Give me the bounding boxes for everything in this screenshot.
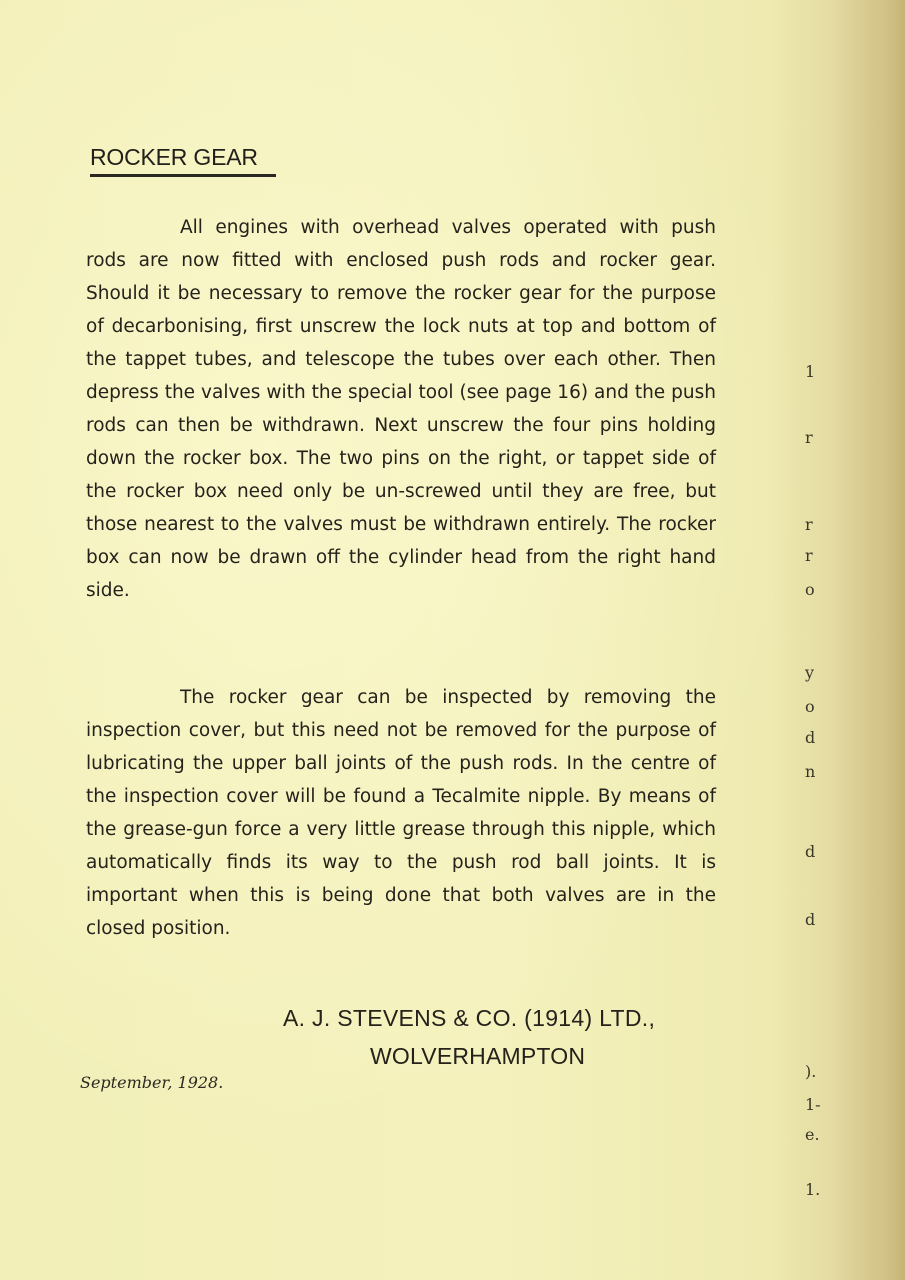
paragraph-lubrication-instructions: The rocker gear can be inspected by removing the inspection cover, but this need not be removed for the purpose of lubricating the upper ball joints of the push rods. In the centre of the inspection cover will be found a Tecalmite nipple. By means of the grease-gun force a very little grease through this nipple, which automatically finds its way to the push rod ball joints. It is important when this is being done that both valves are in the closed position. bbox=[86, 687, 716, 939]
publication-date: September, 1928. bbox=[80, 1073, 224, 1092]
margin-char: n bbox=[805, 762, 816, 781]
margin-char: 1 bbox=[805, 362, 816, 381]
company-city: WOLVERHAMPTON bbox=[370, 1043, 586, 1069]
bleed-through-margin-text bbox=[805, 0, 835, 1280]
margin-char: d bbox=[805, 728, 816, 747]
company-name: A. J. STEVENS & CO. (1914) LTD., bbox=[283, 1005, 656, 1031]
margin-char: 1- bbox=[805, 1095, 821, 1114]
margin-char: e. bbox=[805, 1125, 820, 1144]
margin-char: 1. bbox=[805, 1180, 821, 1199]
margin-char: ). bbox=[805, 1062, 817, 1081]
margin-char: r bbox=[805, 546, 813, 565]
paragraph-removal-instructions: All engines with overhead valves operated with push rods are now fitted with enclosed push rods and rocker gear. Should it be necessary to remove the rocker gear for the purpose of decarbonising, first unscrew the lock nuts at top and bottom of the tappet tubes, and telescope the tubes over each other. Then depress the valves with the special tool (see page 16) and the push rods can then be withdrawn. Next unscrew the four pins holding down the rocker box. The two pins on the right, or tappet side of the rocker box need only be un-screwed until they are free, but those nearest to the valves must be withdrawn entirely. The rocker box can now be drawn off the cylinder head from the right hand side. bbox=[86, 217, 716, 601]
page-edge-shadow bbox=[835, 0, 905, 1280]
section-heading: ROCKER GEAR bbox=[90, 144, 258, 170]
margin-char: o bbox=[805, 580, 815, 599]
heading-underline bbox=[90, 174, 276, 177]
margin-char: r bbox=[805, 515, 813, 534]
margin-char: r bbox=[805, 428, 813, 447]
margin-char: o bbox=[805, 697, 815, 716]
margin-char: d bbox=[805, 842, 816, 861]
margin-char: d bbox=[805, 910, 816, 929]
margin-char: y bbox=[805, 663, 815, 682]
